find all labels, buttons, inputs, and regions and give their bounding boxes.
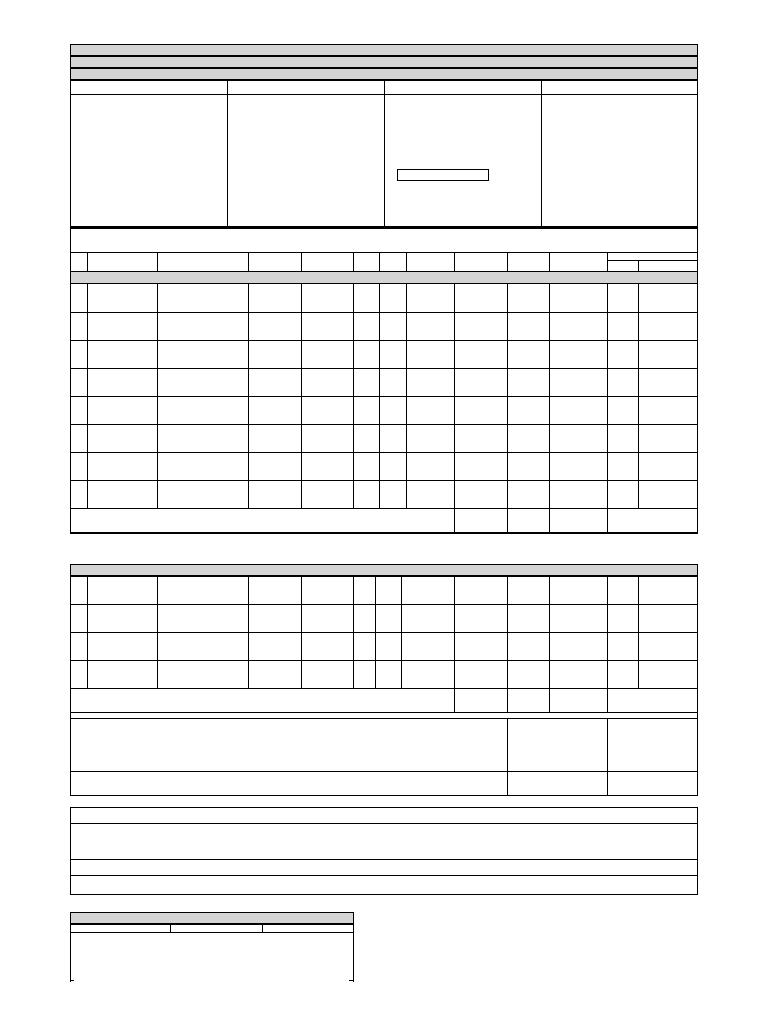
- table-cell[interactable]: [159, 612, 246, 624]
- column-header: [88, 262, 156, 270]
- section-a-total-value[interactable]: [456, 514, 505, 526]
- table-cell[interactable]: [72, 432, 85, 444]
- table-cell[interactable]: [89, 376, 155, 388]
- table-cell[interactable]: [381, 320, 404, 332]
- table-cell[interactable]: [456, 292, 505, 304]
- table-cell[interactable]: [609, 376, 636, 388]
- table-cell[interactable]: [355, 320, 377, 332]
- column-divider: [638, 284, 639, 508]
- table-cell[interactable]: [377, 584, 399, 596]
- column-divider: [607, 284, 608, 508]
- table-cell[interactable]: [72, 404, 85, 416]
- table-cell[interactable]: [303, 584, 351, 596]
- table-cell[interactable]: [72, 584, 85, 596]
- table-cell[interactable]: [89, 612, 155, 624]
- table-cell[interactable]: [250, 320, 299, 332]
- section-b-total-value[interactable]: [456, 694, 505, 706]
- table-cell[interactable]: [303, 612, 351, 624]
- table-cell[interactable]: [509, 488, 547, 500]
- table-cell[interactable]: [551, 320, 605, 332]
- table-cell[interactable]: [89, 348, 155, 360]
- table-cell[interactable]: [640, 348, 696, 360]
- form-title-bar: [70, 44, 698, 56]
- table-cell[interactable]: [509, 292, 547, 304]
- form-subtitle-bar: [70, 56, 698, 68]
- table-cell[interactable]: [89, 292, 155, 304]
- info-entry-field[interactable]: [397, 169, 489, 181]
- column-divider: [507, 284, 508, 508]
- table-cell[interactable]: [381, 348, 404, 360]
- info-column-heading: [229, 82, 382, 93]
- table-cell[interactable]: [72, 640, 85, 652]
- certification-rule: [70, 859, 698, 860]
- table-cell[interactable]: [355, 460, 377, 472]
- table-cell[interactable]: [609, 348, 636, 360]
- column-divider: [353, 576, 354, 688]
- table-cell[interactable]: [159, 292, 246, 304]
- office-use-right-edge: [353, 924, 354, 982]
- table-cell[interactable]: [303, 292, 351, 304]
- table-cell[interactable]: [509, 640, 547, 652]
- column-divider: [375, 576, 376, 688]
- table-cell[interactable]: [456, 612, 505, 624]
- column-divider: [507, 576, 508, 688]
- table-cell[interactable]: [377, 640, 399, 652]
- table-cell[interactable]: [355, 488, 377, 500]
- table-cell[interactable]: [381, 292, 404, 304]
- table-cell[interactable]: [509, 668, 547, 680]
- table-cell[interactable]: [381, 488, 404, 500]
- table-cell[interactable]: [456, 432, 505, 444]
- table-cell[interactable]: [551, 292, 605, 304]
- table-cell[interactable]: [355, 292, 377, 304]
- table-cell[interactable]: [403, 612, 452, 624]
- table-cell[interactable]: [408, 376, 452, 388]
- office-use-column-heading: [172, 925, 260, 931]
- table-cell[interactable]: [250, 432, 299, 444]
- summary-value[interactable]: [609, 724, 697, 736]
- column-header: [71, 262, 86, 270]
- table-cell[interactable]: [303, 432, 351, 444]
- office-use-left-edge: [70, 924, 71, 982]
- section-a-total-value[interactable]: [609, 514, 696, 526]
- table-cell[interactable]: [509, 612, 547, 624]
- column-divider: [638, 576, 639, 688]
- table-cell[interactable]: [159, 640, 246, 652]
- table-cell[interactable]: [509, 404, 547, 416]
- table-cell[interactable]: [250, 376, 299, 388]
- section-b-total-value[interactable]: [509, 694, 547, 706]
- table-cell[interactable]: [509, 584, 547, 596]
- section-a-shaded-band: [70, 271, 698, 284]
- table-cell[interactable]: [89, 640, 155, 652]
- office-use-corner-mark: [70, 980, 74, 981]
- info-column-body: [72, 97, 225, 157]
- table-cell[interactable]: [381, 376, 404, 388]
- column-divider: [607, 576, 608, 688]
- table-cell[interactable]: [551, 432, 605, 444]
- column-header: [550, 262, 606, 270]
- table-cell[interactable]: [509, 432, 547, 444]
- column-group-rule: [607, 260, 698, 261]
- column-header: [455, 262, 506, 270]
- office-use-column-heading: [264, 925, 352, 931]
- table-cell[interactable]: [551, 640, 605, 652]
- table-cell[interactable]: [408, 292, 452, 304]
- table-cell[interactable]: [640, 668, 696, 680]
- table-cell[interactable]: [408, 320, 452, 332]
- table-cell[interactable]: [159, 404, 246, 416]
- table-cell[interactable]: [377, 612, 399, 624]
- column-divider: [454, 576, 455, 688]
- section-b-summary-rule: [70, 718, 698, 719]
- table-cell[interactable]: [89, 404, 155, 416]
- table-cell[interactable]: [159, 432, 246, 444]
- table-cell[interactable]: [72, 320, 85, 332]
- section-b-total-value[interactable]: [551, 694, 605, 706]
- table-cell[interactable]: [456, 348, 505, 360]
- table-cell[interactable]: [640, 404, 696, 416]
- table-cell[interactable]: [640, 488, 696, 500]
- office-use-rule: [70, 932, 354, 933]
- table-cell[interactable]: [403, 668, 452, 680]
- table-cell[interactable]: [456, 488, 505, 500]
- table-cell[interactable]: [640, 640, 696, 652]
- row-rule: [70, 508, 698, 509]
- totals-divider: [507, 688, 508, 712]
- table-cell[interactable]: [72, 292, 85, 304]
- column-divider: [87, 576, 88, 688]
- section-a-total-value[interactable]: [509, 514, 547, 526]
- table-cell[interactable]: [609, 292, 636, 304]
- table-cell[interactable]: [250, 460, 299, 472]
- certification-heading: [73, 810, 673, 821]
- grand-total-label: [73, 777, 493, 789]
- table-cell[interactable]: [355, 432, 377, 444]
- table-cell[interactable]: [609, 612, 636, 624]
- grand-total-value[interactable]: [509, 777, 605, 789]
- column-divider: [406, 284, 407, 508]
- table-cell[interactable]: [72, 668, 85, 680]
- table-cell[interactable]: [355, 640, 373, 652]
- office-use-column-divider: [262, 924, 263, 932]
- info-column-divider: [541, 80, 542, 226]
- table-cell[interactable]: [551, 668, 605, 680]
- column-header: [608, 262, 637, 270]
- column-divider: [353, 284, 354, 508]
- table-cell[interactable]: [381, 460, 404, 472]
- table-cell[interactable]: [89, 488, 155, 500]
- office-use-column-divider: [170, 924, 171, 932]
- table-cell[interactable]: [609, 320, 636, 332]
- certification-line[interactable]: [73, 878, 673, 889]
- info-panel-bottom-rule: [70, 226, 698, 227]
- table-cell[interactable]: [355, 668, 373, 680]
- summary-label: [73, 724, 493, 764]
- table-cell[interactable]: [250, 668, 299, 680]
- totals-divider: [549, 508, 550, 532]
- table-cell[interactable]: [303, 376, 351, 388]
- table-cell[interactable]: [609, 488, 636, 500]
- table-cell[interactable]: [551, 584, 605, 596]
- certification-heading-rule: [70, 823, 698, 824]
- office-use-corner-mark: [349, 980, 353, 981]
- totals-divider: [454, 508, 455, 532]
- table-cell[interactable]: [303, 640, 351, 652]
- table-cell[interactable]: [250, 640, 299, 652]
- section-b-total-value[interactable]: [609, 694, 696, 706]
- totals-divider: [607, 688, 608, 712]
- section-b-title-bar: [70, 564, 698, 576]
- table-cell[interactable]: [640, 320, 696, 332]
- table-cell[interactable]: [72, 460, 85, 472]
- column-divider: [157, 576, 158, 688]
- table-cell[interactable]: [72, 488, 85, 500]
- office-use-heading-bar: [70, 912, 354, 924]
- table-cell[interactable]: [250, 404, 299, 416]
- table-cell[interactable]: [456, 404, 505, 416]
- column-divider: [157, 284, 158, 508]
- form-section-bar: [70, 68, 698, 80]
- table-cell[interactable]: [551, 612, 605, 624]
- table-cell[interactable]: [159, 488, 246, 500]
- table-cell[interactable]: [640, 292, 696, 304]
- table-cell[interactable]: [456, 320, 505, 332]
- table-cell[interactable]: [303, 460, 351, 472]
- table-cell[interactable]: [640, 460, 696, 472]
- table-cell[interactable]: [640, 584, 696, 596]
- certification-rule: [70, 875, 698, 876]
- table-cell[interactable]: [456, 584, 505, 596]
- table-cell[interactable]: [159, 348, 246, 360]
- table-cell[interactable]: [609, 404, 636, 416]
- table-cell[interactable]: [303, 348, 351, 360]
- table-cell[interactable]: [72, 348, 85, 360]
- section-a-title: [73, 232, 573, 246]
- section-b-totals-rule: [70, 712, 698, 713]
- table-cell[interactable]: [509, 348, 547, 360]
- table-cell[interactable]: [89, 432, 155, 444]
- table-cell[interactable]: [355, 376, 377, 388]
- info-column-heading: [543, 82, 696, 93]
- table-cell[interactable]: [456, 640, 505, 652]
- table-cell[interactable]: [250, 348, 299, 360]
- column-header: [249, 262, 300, 270]
- column-divider: [301, 284, 302, 508]
- table-cell[interactable]: [250, 584, 299, 596]
- table-cell[interactable]: [355, 612, 373, 624]
- info-column-body: [229, 97, 382, 157]
- summary-rule: [70, 771, 698, 772]
- table-cell[interactable]: [303, 404, 351, 416]
- column-header: [407, 262, 453, 270]
- table-cell[interactable]: [89, 584, 155, 596]
- info-column-body: [386, 97, 539, 157]
- column-header: [354, 262, 378, 270]
- table-cell[interactable]: [609, 432, 636, 444]
- table-cell[interactable]: [509, 320, 547, 332]
- table-cell[interactable]: [456, 668, 505, 680]
- column-divider: [248, 576, 249, 688]
- table-cell[interactable]: [355, 404, 377, 416]
- summary-divider: [607, 718, 608, 796]
- table-cell[interactable]: [72, 376, 85, 388]
- info-column-body: [543, 97, 696, 157]
- certification-statement: [73, 828, 673, 854]
- table-cell[interactable]: [159, 460, 246, 472]
- table-cell[interactable]: [509, 460, 547, 472]
- table-cell[interactable]: [303, 320, 351, 332]
- column-header-top-rule: [70, 252, 698, 253]
- column-header: [302, 262, 352, 270]
- table-cell[interactable]: [408, 404, 452, 416]
- table-cell[interactable]: [159, 376, 246, 388]
- table-cell[interactable]: [509, 376, 547, 388]
- table-cell[interactable]: [551, 488, 605, 500]
- office-use-column-heading: [72, 925, 168, 931]
- section-a-note: [73, 540, 693, 558]
- table-cell[interactable]: [250, 292, 299, 304]
- table-cell[interactable]: [250, 612, 299, 624]
- totals-divider: [454, 688, 455, 712]
- table-cell[interactable]: [381, 404, 404, 416]
- table-cell[interactable]: [377, 668, 399, 680]
- column-group-header: [609, 253, 697, 260]
- summary-divider: [507, 718, 508, 796]
- info-column-divider: [384, 80, 385, 226]
- table-cell[interactable]: [408, 348, 452, 360]
- table-cell[interactable]: [89, 668, 155, 680]
- table-cell[interactable]: [89, 460, 155, 472]
- column-divider: [379, 284, 380, 508]
- table-cell[interactable]: [551, 404, 605, 416]
- table-cell[interactable]: [355, 584, 373, 596]
- column-divider: [549, 284, 550, 508]
- office-use-body: [73, 936, 349, 976]
- grand-total-value[interactable]: [609, 777, 697, 789]
- table-cell[interactable]: [403, 640, 452, 652]
- column-header: [639, 262, 697, 270]
- column-divider: [454, 284, 455, 508]
- table-cell[interactable]: [355, 348, 377, 360]
- table-cell[interactable]: [303, 668, 351, 680]
- table-cell[interactable]: [408, 432, 452, 444]
- totals-divider: [507, 508, 508, 532]
- table-cell[interactable]: [609, 640, 636, 652]
- column-divider: [401, 576, 402, 688]
- column-header: [158, 262, 247, 270]
- totals-divider: [549, 688, 550, 712]
- info-column-heading: [72, 82, 225, 93]
- table-cell[interactable]: [640, 432, 696, 444]
- certification-line[interactable]: [73, 862, 673, 873]
- info-column-divider: [227, 80, 228, 226]
- table-cell[interactable]: [250, 488, 299, 500]
- column-divider: [301, 576, 302, 688]
- table-cell[interactable]: [403, 584, 452, 596]
- table-cell[interactable]: [408, 460, 452, 472]
- table-cell[interactable]: [456, 460, 505, 472]
- table-cell[interactable]: [72, 612, 85, 624]
- totals-bottom-rule: [70, 532, 698, 533]
- table-cell[interactable]: [640, 376, 696, 388]
- table-cell[interactable]: [551, 460, 605, 472]
- column-divider: [87, 284, 88, 508]
- table-cell[interactable]: [381, 432, 404, 444]
- section-a-total-label: [73, 514, 443, 526]
- table-cell[interactable]: [303, 488, 351, 500]
- column-header: [508, 262, 548, 270]
- summary-value[interactable]: [509, 724, 605, 736]
- section-b-total-label: [73, 694, 443, 706]
- table-cell[interactable]: [609, 460, 636, 472]
- section-a-total-value[interactable]: [551, 514, 605, 526]
- table-cell[interactable]: [159, 320, 246, 332]
- row-rule: [70, 688, 698, 689]
- table-cell[interactable]: [609, 668, 636, 680]
- column-divider: [549, 576, 550, 688]
- table-cell[interactable]: [159, 584, 246, 596]
- table-cell[interactable]: [89, 320, 155, 332]
- table-cell[interactable]: [159, 668, 246, 680]
- info-column-heading: [386, 82, 539, 93]
- table-cell[interactable]: [551, 348, 605, 360]
- column-header: [380, 262, 405, 270]
- totals-divider: [607, 508, 608, 532]
- column-divider: [248, 284, 249, 508]
- table-cell[interactable]: [551, 376, 605, 388]
- table-cell[interactable]: [456, 376, 505, 388]
- table-cell[interactable]: [408, 488, 452, 500]
- table-cell[interactable]: [609, 584, 636, 596]
- table-cell[interactable]: [640, 612, 696, 624]
